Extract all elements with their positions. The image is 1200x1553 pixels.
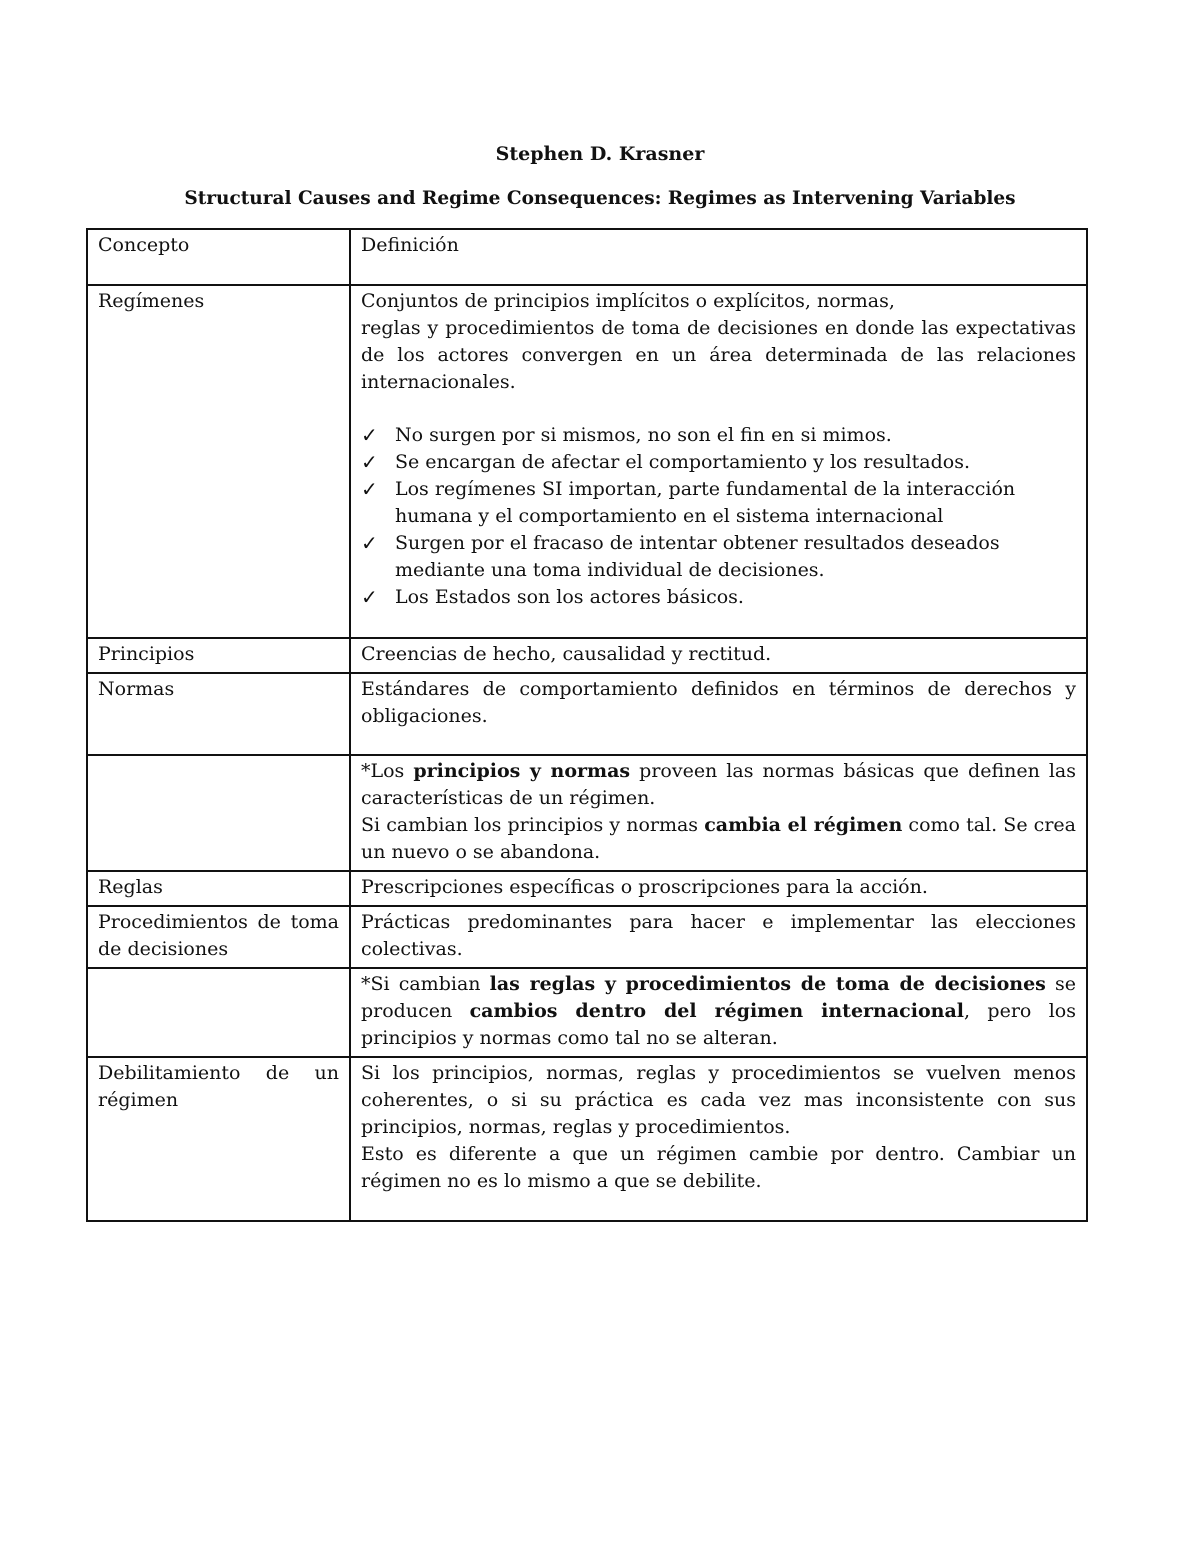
definition-reglas: Prescripciones específicas o proscripciones para la acción. — [350, 871, 1087, 906]
debilitamiento-paragraph-1: Si los principios, normas, reglas y procedimientos se vuelven menos coherentes, o si su práctica es cada vez mas inconsistente con sus principios, normas, reglas y procedimientos. — [361, 1062, 1076, 1138]
concepts-table — [86, 228, 1088, 1222]
empty-concept-cell — [87, 755, 350, 871]
definition-debilitamiento — [350, 1057, 1087, 1221]
check-icon: ✓ — [361, 477, 378, 501]
concept-normas: Normas — [87, 673, 350, 755]
concept-regimenes: Regímenes — [87, 285, 350, 638]
table-row-note-reglas — [87, 968, 1087, 1057]
table-row-debilitamiento — [87, 1057, 1087, 1221]
note-principios-normas — [350, 755, 1087, 871]
table-row-regimenes — [87, 285, 1087, 638]
debilitamiento-paragraph-2: Esto es diferente a que un régimen cambie por dentro. Cambiar un régimen no es lo mismo a que se debilite. — [361, 1143, 1076, 1192]
regimenes-checklist — [361, 422, 1076, 611]
regimenes-line-2: reglas y procedimientos de toma de decisiones en donde las expectativas de los actores convergen en un área determinada de las relaciones internacionales. — [361, 317, 1076, 393]
list-item: ✓ Los Estados son los actores básicos. — [361, 585, 744, 609]
note-paragraph-2: Si cambian los principios y normas cambia el régimen como tal. Se crea un nuevo o se abandona. — [361, 814, 1076, 863]
concept-debilitamiento: Debilitamiento de un régimen — [87, 1057, 350, 1221]
regimenes-line-1: Conjuntos de principios implícitos o explícitos, normas, — [361, 290, 895, 312]
empty-concept-cell — [87, 968, 350, 1057]
table-row-note-principios-normas — [87, 755, 1087, 871]
table-row-normas — [87, 673, 1087, 755]
table-row-principios — [87, 638, 1087, 673]
concept-reglas: Reglas — [87, 871, 350, 906]
concept-principios: Principios — [87, 638, 350, 673]
check-icon: ✓ — [361, 450, 378, 474]
definition-procedimientos: Prácticas predominantes para hacer e implementar las elecciones colectivas. — [350, 906, 1087, 968]
check-icon: ✓ — [361, 531, 378, 555]
concept-procedimientos: Procedimientos de toma de decisiones — [87, 906, 350, 968]
note-reglas-procedimientos: *Si cambian las reglas y procedimientos de toma de decisiones se producen cambios dentro del régimen internacional, pero los principios y normas como tal no se alteran. — [350, 968, 1087, 1057]
check-icon: ✓ — [361, 423, 378, 447]
header-definition: Definición — [350, 229, 1087, 285]
definition-regimenes — [350, 285, 1087, 638]
list-item: ✓ Se encargan de afectar el comportamiento y los resultados. — [361, 450, 970, 474]
table-row-reglas — [87, 871, 1087, 906]
document-title: Structural Causes and Regime Consequences: Regimes as Intervening Variables — [184, 188, 1016, 209]
table-row-procedimientos — [87, 906, 1087, 968]
table-header-row — [87, 229, 1087, 285]
check-icon: ✓ — [361, 585, 378, 609]
header-concept: Concepto — [87, 229, 350, 285]
definition-principios: Creencias de hecho, causalidad y rectitud. — [350, 638, 1087, 673]
author-heading: Stephen D. Krasner — [495, 143, 705, 165]
note-paragraph-1: *Los principios y normas proveen las normas básicas que definen las características de un régimen. — [361, 760, 1076, 809]
definition-normas: Estándares de comportamiento definidos en términos de derechos y obligaciones. — [350, 673, 1087, 755]
list-item: ✓ Surgen por el fracaso de intentar obtener resultados deseados mediante una toma individual de decisiones. — [361, 531, 1000, 581]
list-item: ✓ Los regímenes SI importan, parte fundamental de la interacción humana y el comportamiento en el sistema internacional — [361, 477, 1016, 527]
list-item: ✓ No surgen por si mismos, no son el fin en si mimos. — [361, 423, 892, 447]
